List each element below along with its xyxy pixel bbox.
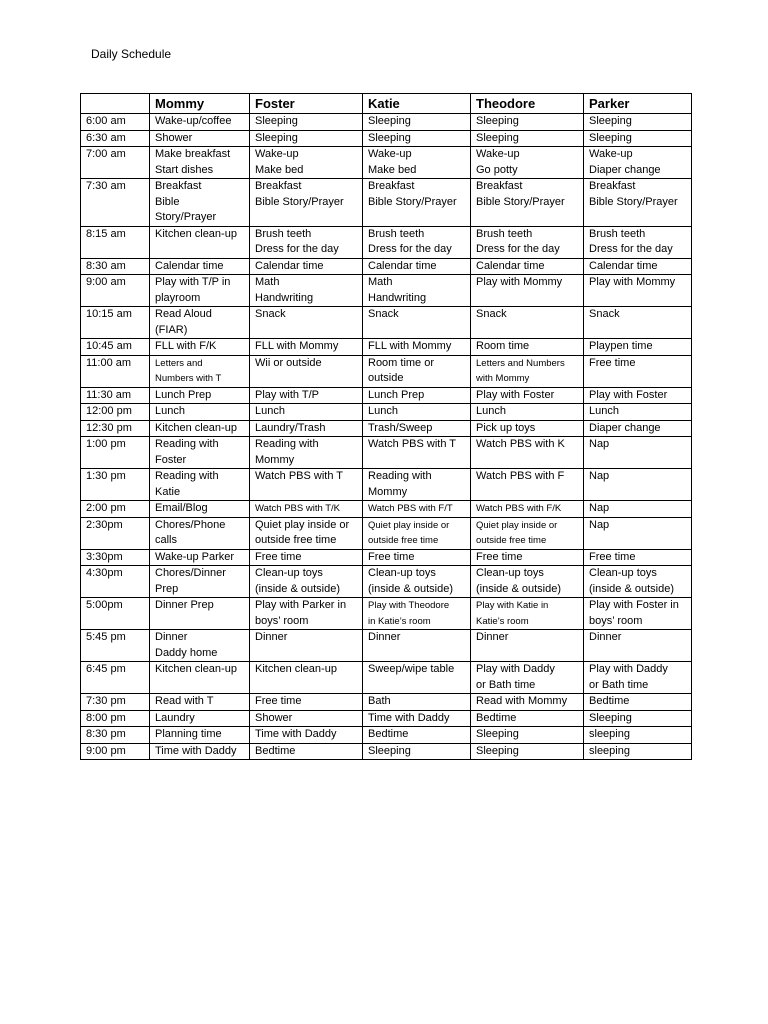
header-cell-parker: Parker — [584, 94, 692, 114]
katie-activity-cell: Sweep/wipe table — [363, 662, 471, 694]
katie-activity-cell: Play with Theodore in Katie’s room — [363, 598, 471, 630]
parker-activity-cell: Calendar time — [584, 258, 692, 275]
parker-activity-cell: Dinner — [584, 630, 692, 662]
parker-activity-cell: Bedtime — [584, 694, 692, 711]
foster-activity-cell: Shower — [250, 710, 363, 727]
mommy-activity-cell: FLL with F/K — [150, 339, 250, 356]
theodore-activity-cell: Read with Mommy — [471, 694, 584, 711]
table-row — [81, 694, 692, 711]
time-cell: 7:30 pm — [81, 694, 150, 711]
theodore-activity-cell: Sleeping — [471, 130, 584, 147]
time-cell: 1:30 pm — [81, 469, 150, 501]
parker-activity-cell: Sleeping — [584, 710, 692, 727]
katie-activity-cell: Sleeping — [363, 114, 471, 131]
time-cell: 9:00 am — [81, 275, 150, 307]
katie-activity-cell: Sleeping — [363, 743, 471, 760]
theodore-activity-cell: Breakfast Bible Story/Prayer — [471, 179, 584, 227]
parker-activity-cell: Play with Mommy — [584, 275, 692, 307]
theodore-activity-cell: Watch PBS with F — [471, 469, 584, 501]
foster-activity-cell: Reading with Mommy — [250, 437, 363, 469]
theodore-activity-cell: Room time — [471, 339, 584, 356]
table-row — [81, 355, 692, 387]
mommy-activity-cell: Shower — [150, 130, 250, 147]
parker-activity-cell: Play with Foster in boys’ room — [584, 598, 692, 630]
table-row — [81, 517, 692, 549]
parker-activity-cell: Lunch — [584, 404, 692, 421]
header-cell-katie: Katie — [363, 94, 471, 114]
mommy-activity-cell: Read Aloud (FIAR) — [150, 307, 250, 339]
time-cell: 10:45 am — [81, 339, 150, 356]
parker-activity-cell: Play with Foster — [584, 387, 692, 404]
theodore-activity-cell: Sleeping — [471, 114, 584, 131]
table-row — [81, 387, 692, 404]
foster-activity-cell: Play with T/P — [250, 387, 363, 404]
theodore-activity-cell: Sleeping — [471, 727, 584, 744]
parker-activity-cell: sleeping — [584, 727, 692, 744]
parker-activity-cell: Play with Daddy or Bath time — [584, 662, 692, 694]
time-cell: 4:30pm — [81, 566, 150, 598]
katie-activity-cell: Room time or outside — [363, 355, 471, 387]
time-cell: 6:45 pm — [81, 662, 150, 694]
table-row — [81, 226, 692, 258]
katie-activity-cell: Brush teeth Dress for the day — [363, 226, 471, 258]
theodore-activity-cell: Play with Foster — [471, 387, 584, 404]
mommy-activity-cell: Kitchen clean-up — [150, 226, 250, 258]
parker-activity-cell: sleeping — [584, 743, 692, 760]
katie-activity-cell: Quiet play inside or outside free time — [363, 517, 471, 549]
katie-activity-cell: Reading with Mommy — [363, 469, 471, 501]
foster-activity-cell: Calendar time — [250, 258, 363, 275]
katie-activity-cell: Lunch Prep — [363, 387, 471, 404]
theodore-activity-cell: Snack — [471, 307, 584, 339]
time-cell: 5:45 pm — [81, 630, 150, 662]
mommy-activity-cell: Calendar time — [150, 258, 250, 275]
time-cell: 8:30 pm — [81, 727, 150, 744]
katie-activity-cell: Dinner — [363, 630, 471, 662]
table-row — [81, 307, 692, 339]
table-row — [81, 662, 692, 694]
table-row — [81, 630, 692, 662]
theodore-activity-cell: Play with Mommy — [471, 275, 584, 307]
theodore-activity-cell: Watch PBS with K — [471, 437, 584, 469]
time-cell: 10:15 am — [81, 307, 150, 339]
time-cell: 8:15 am — [81, 226, 150, 258]
time-cell: 8:00 pm — [81, 710, 150, 727]
foster-activity-cell: Math Handwriting — [250, 275, 363, 307]
katie-activity-cell: Trash/Sweep — [363, 420, 471, 437]
foster-activity-cell: Breakfast Bible Story/Prayer — [250, 179, 363, 227]
table-row — [81, 404, 692, 421]
katie-activity-cell: Free time — [363, 549, 471, 566]
theodore-activity-cell: Dinner — [471, 630, 584, 662]
header-cell-mommy: Mommy — [150, 94, 250, 114]
foster-activity-cell: Time with Daddy — [250, 727, 363, 744]
time-cell: 2:00 pm — [81, 501, 150, 518]
parker-activity-cell: Nap — [584, 469, 692, 501]
katie-activity-cell: Clean-up toys (inside & outside) — [363, 566, 471, 598]
parker-activity-cell: Clean-up toys (inside & outside) — [584, 566, 692, 598]
table-row — [81, 339, 692, 356]
mommy-activity-cell: Time with Daddy — [150, 743, 250, 760]
foster-activity-cell: Dinner — [250, 630, 363, 662]
mommy-activity-cell: Kitchen clean-up — [150, 662, 250, 694]
time-cell: 6:30 am — [81, 130, 150, 147]
mommy-activity-cell: Wake-up/coffee — [150, 114, 250, 131]
mommy-activity-cell: Chores/Dinner Prep — [150, 566, 250, 598]
katie-activity-cell: Lunch — [363, 404, 471, 421]
table-row — [81, 275, 692, 307]
katie-activity-cell: Snack — [363, 307, 471, 339]
time-cell: 12:30 pm — [81, 420, 150, 437]
mommy-activity-cell: Dinner Prep — [150, 598, 250, 630]
theodore-activity-cell: Bedtime — [471, 710, 584, 727]
katie-activity-cell: Calendar time — [363, 258, 471, 275]
mommy-activity-cell: Kitchen clean-up — [150, 420, 250, 437]
foster-activity-cell: Watch PBS with T/K — [250, 501, 363, 518]
foster-activity-cell: Brush teeth Dress for the day — [250, 226, 363, 258]
parker-activity-cell: Breakfast Bible Story/Prayer — [584, 179, 692, 227]
time-cell: 12:00 pm — [81, 404, 150, 421]
mommy-activity-cell: Wake-up Parker — [150, 549, 250, 566]
time-cell: 11:30 am — [81, 387, 150, 404]
schedule-table — [80, 93, 692, 760]
foster-activity-cell: Lunch — [250, 404, 363, 421]
table-row — [81, 420, 692, 437]
mommy-activity-cell: Letters and Numbers with T — [150, 355, 250, 387]
foster-activity-cell: Snack — [250, 307, 363, 339]
mommy-activity-cell: Lunch Prep — [150, 387, 250, 404]
foster-activity-cell: FLL with Mommy — [250, 339, 363, 356]
time-cell: 8:30 am — [81, 258, 150, 275]
document-title: Daily Schedule — [91, 47, 172, 61]
parker-activity-cell: Sleeping — [584, 114, 692, 131]
theodore-activity-cell: Brush teeth Dress for the day — [471, 226, 584, 258]
table-row — [81, 549, 692, 566]
foster-activity-cell: Wii or outside — [250, 355, 363, 387]
table-row — [81, 598, 692, 630]
mommy-activity-cell: Make breakfast Start dishes — [150, 147, 250, 179]
parker-activity-cell: Diaper change — [584, 420, 692, 437]
theodore-activity-cell: Wake-up Go potty — [471, 147, 584, 179]
theodore-activity-cell: Pick up toys — [471, 420, 584, 437]
katie-activity-cell: Bedtime — [363, 727, 471, 744]
foster-activity-cell: Sleeping — [250, 114, 363, 131]
time-cell: 2:30pm — [81, 517, 150, 549]
mommy-activity-cell: Read with T — [150, 694, 250, 711]
table-row — [81, 743, 692, 760]
mommy-activity-cell: Laundry — [150, 710, 250, 727]
time-cell: 9:00 pm — [81, 743, 150, 760]
katie-activity-cell: Watch PBS with F/T — [363, 501, 471, 518]
time-cell: 1:00 pm — [81, 437, 150, 469]
header-row — [81, 94, 692, 114]
theodore-activity-cell: Calendar time — [471, 258, 584, 275]
time-cell: 5:00pm — [81, 598, 150, 630]
katie-activity-cell: Math Handwriting — [363, 275, 471, 307]
theodore-activity-cell: Watch PBS with F/K — [471, 501, 584, 518]
table-row — [81, 130, 692, 147]
theodore-activity-cell: Play with Daddy or Bath time — [471, 662, 584, 694]
foster-activity-cell: Laundry/Trash — [250, 420, 363, 437]
table-row — [81, 727, 692, 744]
table-row — [81, 566, 692, 598]
theodore-activity-cell: Letters and Numbers with Mommy — [471, 355, 584, 387]
table-row — [81, 114, 692, 131]
time-cell: 11:00 am — [81, 355, 150, 387]
header-cell-theodore: Theodore — [471, 94, 584, 114]
katie-activity-cell: Time with Daddy — [363, 710, 471, 727]
mommy-activity-cell: Dinner Daddy home — [150, 630, 250, 662]
katie-activity-cell: Sleeping — [363, 130, 471, 147]
foster-activity-cell: Watch PBS with T — [250, 469, 363, 501]
theodore-activity-cell: Play with Katie in Katie’s room — [471, 598, 584, 630]
mommy-activity-cell: Lunch — [150, 404, 250, 421]
mommy-activity-cell: Planning time — [150, 727, 250, 744]
foster-activity-cell: Clean-up toys (inside & outside) — [250, 566, 363, 598]
header-cell-foster: Foster — [250, 94, 363, 114]
table-row — [81, 147, 692, 179]
parker-activity-cell: Nap — [584, 517, 692, 549]
foster-activity-cell: Free time — [250, 549, 363, 566]
parker-activity-cell: Playpen time — [584, 339, 692, 356]
theodore-activity-cell: Clean-up toys (inside & outside) — [471, 566, 584, 598]
time-cell: 3:30pm — [81, 549, 150, 566]
header-cell-time — [81, 94, 150, 114]
parker-activity-cell: Nap — [584, 437, 692, 469]
time-cell: 7:00 am — [81, 147, 150, 179]
mommy-activity-cell: Reading with Foster — [150, 437, 250, 469]
foster-activity-cell: Kitchen clean-up — [250, 662, 363, 694]
theodore-activity-cell: Quiet play inside or outside free time — [471, 517, 584, 549]
katie-activity-cell: FLL with Mommy — [363, 339, 471, 356]
katie-activity-cell: Breakfast Bible Story/Prayer — [363, 179, 471, 227]
theodore-activity-cell: Sleeping — [471, 743, 584, 760]
table-row — [81, 179, 692, 227]
table-row — [81, 469, 692, 501]
foster-activity-cell: Free time — [250, 694, 363, 711]
foster-activity-cell: Bedtime — [250, 743, 363, 760]
time-cell: 7:30 am — [81, 179, 150, 227]
parker-activity-cell: Snack — [584, 307, 692, 339]
foster-activity-cell: Sleeping — [250, 130, 363, 147]
mommy-activity-cell: Play with T/P in playroom — [150, 275, 250, 307]
foster-activity-cell: Quiet play inside or outside free time — [250, 517, 363, 549]
schedule-body — [81, 114, 692, 760]
katie-activity-cell: Wake-up Make bed — [363, 147, 471, 179]
mommy-activity-cell: Email/Blog — [150, 501, 250, 518]
time-cell: 6:00 am — [81, 114, 150, 131]
parker-activity-cell: Nap — [584, 501, 692, 518]
parker-activity-cell: Wake-up Diaper change — [584, 147, 692, 179]
foster-activity-cell: Wake-up Make bed — [250, 147, 363, 179]
parker-activity-cell: Sleeping — [584, 130, 692, 147]
table-row — [81, 437, 692, 469]
table-row — [81, 501, 692, 518]
table-row — [81, 258, 692, 275]
mommy-activity-cell: Reading with Katie — [150, 469, 250, 501]
katie-activity-cell: Bath — [363, 694, 471, 711]
parker-activity-cell: Free time — [584, 355, 692, 387]
table-row — [81, 710, 692, 727]
mommy-activity-cell: Breakfast Bible Story/Prayer — [150, 179, 250, 227]
foster-activity-cell: Play with Parker in boys’ room — [250, 598, 363, 630]
theodore-activity-cell: Lunch — [471, 404, 584, 421]
parker-activity-cell: Brush teeth Dress for the day — [584, 226, 692, 258]
mommy-activity-cell: Chores/Phone calls — [150, 517, 250, 549]
katie-activity-cell: Watch PBS with T — [363, 437, 471, 469]
parker-activity-cell: Free time — [584, 549, 692, 566]
theodore-activity-cell: Free time — [471, 549, 584, 566]
